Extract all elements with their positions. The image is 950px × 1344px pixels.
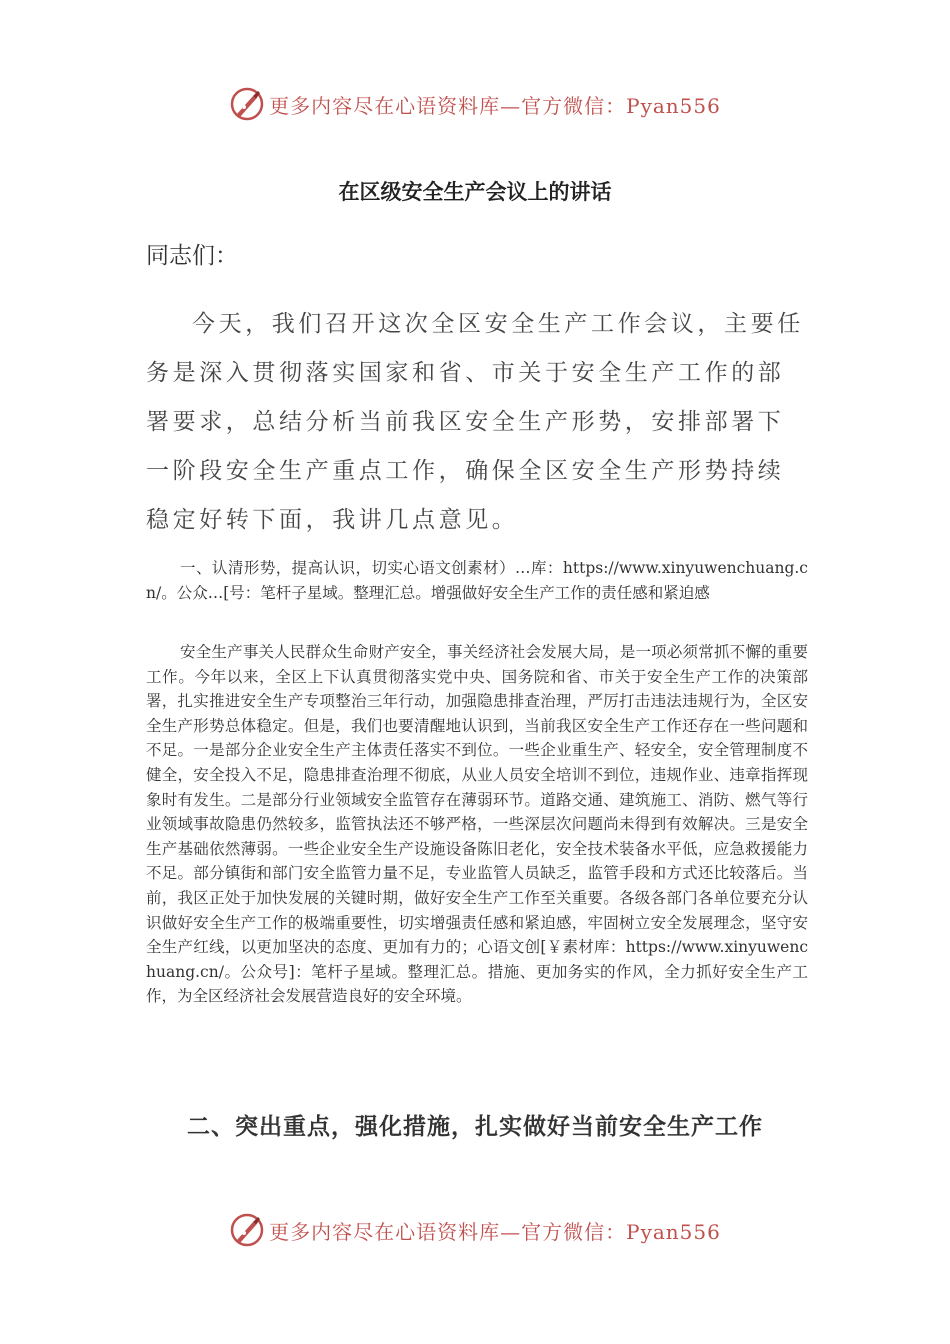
salutation: 同志们： [146, 243, 238, 269]
banner-text: 更多内容尽在心语资料库—官方微信：Pyan556 [269, 1219, 721, 1244]
section-1-body: 安全生产事关人民群众生命财产安全，事关经济社会发展大局，是一项必须常抓不懈的重要工作。今年以来，全区上下认真贯彻落实党中央、国务院和省、市关于安全生产工作的决策部署，扎实推进安全生产专项整治三年行动，加强隐患排查治理，严厉打击违法违规行为，全区安全生产形势总体稳定。但是，我们也要清醒地认识到，当前我区安全生产工作还存在一些问题和不足。一是部分企业安全生产主体责任落实不到位。一些企业重生产、轻安全，安全管理制度不健全，安全投入不足，隐患排查治理不彻底，从业人员安全培训不到位，违规作业、违章指挥现象时有发生。二是部分行业领域安全监管存在薄弱环节。道路交通、建筑施工、消防、燃气等行业领域事故隐患仍然较多，监管执法还不够严格，一些深层次问题尚未得到有效解决。三是安全生产基础依然薄弱。一些企业安全生产设施设备陈旧老化，安全技术装备水平低，应急救援能力不足。部分镇街和部门安全监管力量不足，专业监管人员缺乏，监管手段和方式还比较落后。当前，我区正处于加快发展的关键时期，做好安全生产工作至关重要。各级各部门各单位要充分认识做好安全生产工作的极端重要性，切实增强责任感和紧迫感，牢固树立安全发展理念，坚守安全生产红线，以更加坚决的态度、更加有力的；心语文创[￥素材库：https://www.xinyuwenchuang.cn/。公众号]：笔杆子星域。整理汇总。措施、更加务实的作风，全力抓好安全生产工作，为全区经济社会发展营造良好的安全环境。 [146, 643, 808, 1006]
footer-banner [0, 1210, 950, 1250]
banner-text: 更多内容尽在心语资料库—官方微信：Pyan556 [269, 93, 721, 118]
document-title: 在区级安全生产会议上的讲话 [338, 180, 612, 204]
pen-logo-icon [229, 86, 265, 122]
header-banner [0, 84, 950, 124]
pen-logo-icon [229, 1212, 265, 1248]
section-2-heading: 二、突出重点，强化措施，扎实做好当前安全生产工作 [187, 1114, 763, 1140]
section-1-heading: 一、认清形势，提高认识，切实心语文创素材）…库：https://www.xinyuwenchuang.cn/。公众…[号：笔杆子星域。整理汇总。增强做好安全生产工作的责任感和紧迫感 [146, 559, 808, 602]
intro-paragraph: 今天，我们召开这次全区安全生产工作会议，主要任务是深入贯彻落实国家和省、市关于安全生产工作的部署要求，总结分析当前我区安全生产形势，安排部署下一阶段安全生产重点工作，确保全区安全生产形势持续稳定好转下面，我讲几点意见。 [146, 311, 804, 533]
